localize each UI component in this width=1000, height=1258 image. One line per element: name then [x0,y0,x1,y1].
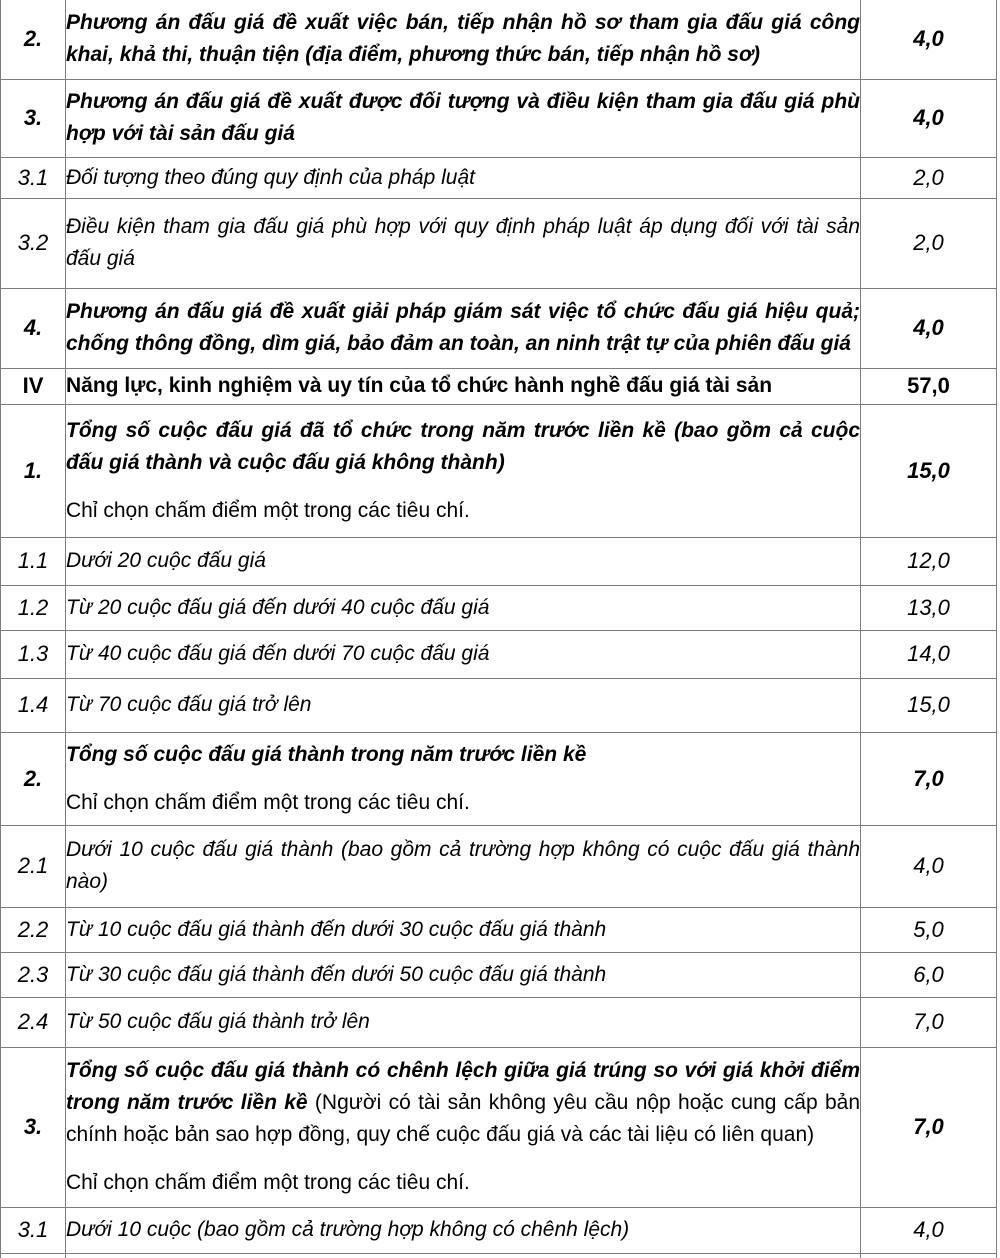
criterion-description-cell [66,952,861,997]
criterion-number-cell: 4. [1,288,66,368]
criterion-description-cell [66,1047,861,1207]
table-row [1,678,997,732]
criterion-paragraph [66,834,860,898]
criterion-number-cell: 1.2 [1,585,66,630]
criterion-number-cell: 2.4 [1,997,66,1047]
text-segment: Chỉ chọn chấm điểm một trong các tiêu chí. [66,790,470,814]
criterion-paragraph [66,914,860,946]
criterion-number-cell: 3.1 [1,157,66,198]
criterion-paragraph [66,86,860,150]
criterion-score-cell: 7,0 [861,997,997,1047]
criterion-paragraph [66,739,860,771]
criterion-description-cell [66,368,861,404]
text-segment: Điều kiện tham gia đấu giá phù hợp với quy định pháp luật áp dụng đối với tài sản đấu giá [66,215,860,270]
text-segment: Từ 40 cuộc đấu giá đến dưới 70 cuộc đấu giá [66,642,490,665]
criterion-score-cell: 15,0 [861,404,997,537]
criterion-paragraph [66,1006,860,1038]
criterion-number-cell: 3. [1,1047,66,1207]
criterion-paragraph [66,787,860,819]
criterion-description-cell [66,198,861,288]
table-row [1,1047,997,1207]
criterion-score-cell: 13,0 [861,585,997,630]
table-row [1,79,997,157]
criterion-score-cell: 4,0 [861,825,997,907]
criterion-number-cell: 2.1 [1,825,66,907]
criterion-score-cell: 4,0 [861,1207,997,1253]
criterion-score-cell: 57,0 [861,368,997,404]
table-row [1,0,997,79]
text-segment: Dưới 10 cuộc đấu giá thành (bao gồm cả trường hợp không có cuộc đấu giá thành nào) [66,838,860,893]
criterion-description-cell [66,907,861,952]
criterion-score-cell: 4,0 [861,0,997,79]
criterion-paragraph [66,592,860,624]
table-row [1,1207,997,1253]
criterion-paragraph [66,1214,860,1246]
criterion-description-cell [66,288,861,368]
text-segment: Phương án đấu giá đề xuất giải pháp giám sát việc tổ chức đấu giá hiệu quả; chống thông đồng, dìm giá, bảo đảm an toàn, an ninh trật tự của phiên đấu giá [66,300,860,355]
criterion-description-cell [66,404,861,537]
text-segment: Dưới 10 cuộc (bao gồm cả trường hợp không có chênh lệch) [66,1218,630,1241]
criterion-paragraph [66,689,860,721]
criterion-score-cell: 2,0 [861,157,997,198]
table-row [1,288,997,368]
criterion-score-cell: 7,0 [861,1047,997,1207]
criterion-description-cell [66,79,861,157]
table-row [1,537,997,585]
text-segment: Chỉ chọn chấm điểm một trong các tiêu chí. [66,498,470,522]
text-segment: Đối tượng theo đúng quy định của pháp luật [66,165,475,189]
criterion-description-cell [66,157,861,198]
table-row [1,585,997,630]
criterion-score-cell: 2,0 [861,198,997,288]
criterion-description-cell [66,1253,861,1258]
criterion-paragraph [66,415,860,479]
criterion-number-cell: 2.3 [1,952,66,997]
criterion-description-cell [66,0,861,79]
criterion-score-cell: 15,0 [861,678,997,732]
text-segment: Từ 30 cuộc đấu giá thành đến dưới 50 cuộc đấu giá thành [66,962,607,986]
table-row [1,825,997,907]
criterion-score-cell: 7,0 [861,732,997,825]
table-row [1,997,997,1047]
criterion-number-cell: 1.1 [1,537,66,585]
criterion-description-cell [66,1207,861,1253]
criterion-description-cell [66,997,861,1047]
criterion-number-cell: 2.2 [1,907,66,952]
table-row [1,404,997,537]
criterion-description-cell [66,678,861,732]
criterion-score-cell: 5,0 [861,907,997,952]
text-segment: Dưới 20 cuộc đấu giá [66,549,266,572]
criterion-number-cell: 3.1 [1,1207,66,1253]
table-row [1,368,997,404]
text-segment: Từ 50 cuộc đấu giá thành trở lên [66,1010,370,1033]
text-segment: Từ 70 cuộc đấu giá trở lên [66,693,312,716]
criterion-score-cell: 14,0 [861,630,997,678]
table-row [1,952,997,997]
criterion-number-cell [1,1253,66,1258]
criterion-number-cell: 1.4 [1,678,66,732]
text-segment: Chỉ chọn chấm điểm một trong các tiêu chí. [66,1171,470,1194]
criterion-paragraph [66,638,860,670]
criterion-number-cell: 3. [1,79,66,157]
text-segment: Từ 10 cuộc đấu giá thành đến dưới 30 cuộc đấu giá thành [66,917,607,941]
criterion-score-cell: 4,0 [861,288,997,368]
criterion-description-cell [66,630,861,678]
criterion-paragraph [66,370,860,402]
criterion-score-cell [861,1253,997,1258]
table-row [1,630,997,678]
criterion-description-cell [66,825,861,907]
text-segment: Năng lực, kinh nghiệm và uy tín của tổ chức hành nghề đấu giá tài sản [66,374,773,397]
criterion-paragraph [66,1055,860,1151]
criterion-score-cell: 12,0 [861,537,997,585]
criterion-number-cell: IV [1,368,66,404]
table-row [1,198,997,288]
text-segment: Từ 20 cuộc đấu giá đến dưới 40 cuộc đấu giá [66,595,490,619]
table-row [1,1253,997,1258]
criterion-paragraph [66,296,860,360]
criterion-number-cell: 3.2 [1,198,66,288]
text-segment: Tổng số cuộc đấu giá thành có chênh lệch giữa giá trúng so với giá khởi điểm trong năm trước liền kề [66,1059,860,1114]
criterion-number-cell: 1. [1,404,66,537]
criterion-paragraph [66,7,860,71]
criterion-description-cell [66,585,861,630]
criterion-description-cell [66,732,861,825]
criterion-paragraph [66,1167,860,1199]
text-segment: Tổng số cuộc đấu giá đã tổ chức trong năm trước liền kề (bao gồm cả cuộc đấu giá thành và cuộc đấu giá không thành) [66,418,860,474]
criterion-paragraph [66,162,860,194]
criterion-paragraph [66,959,860,991]
criterion-score-cell: 4,0 [861,79,997,157]
criterion-number-cell: 2. [1,0,66,79]
text-segment: (Người có tài sản không yêu cầu nộp hoặc cung cấp bản chính hoặc bản sao hợp đồng, quy chế cuộc đấu giá và các tài liệu có liên quan) [66,1091,860,1146]
criterion-number-cell: 2. [1,732,66,825]
table-row [1,732,997,825]
table-row [1,157,997,198]
criterion-paragraph [66,495,860,527]
criterion-paragraph [66,545,860,577]
criterion-score-cell: 6,0 [861,952,997,997]
table-row [1,907,997,952]
criterion-paragraph [66,211,860,275]
text-segment: Phương án đấu giá đề xuất việc bán, tiếp nhận hồ sơ tham gia đấu giá công khai, khả thi, thuận tiện (địa điểm, phương thức bán, tiếp nhận hồ sơ) [66,11,860,67]
criterion-number-cell: 1.3 [1,630,66,678]
text-segment: Phương án đấu giá đề xuất được đối tượng và điều kiện tham gia đấu giá phù hợp với tài sản đấu giá [66,90,860,145]
text-segment: Tổng số cuộc đấu giá thành trong năm trước liền kề [66,742,587,766]
criterion-description-cell [66,537,861,585]
